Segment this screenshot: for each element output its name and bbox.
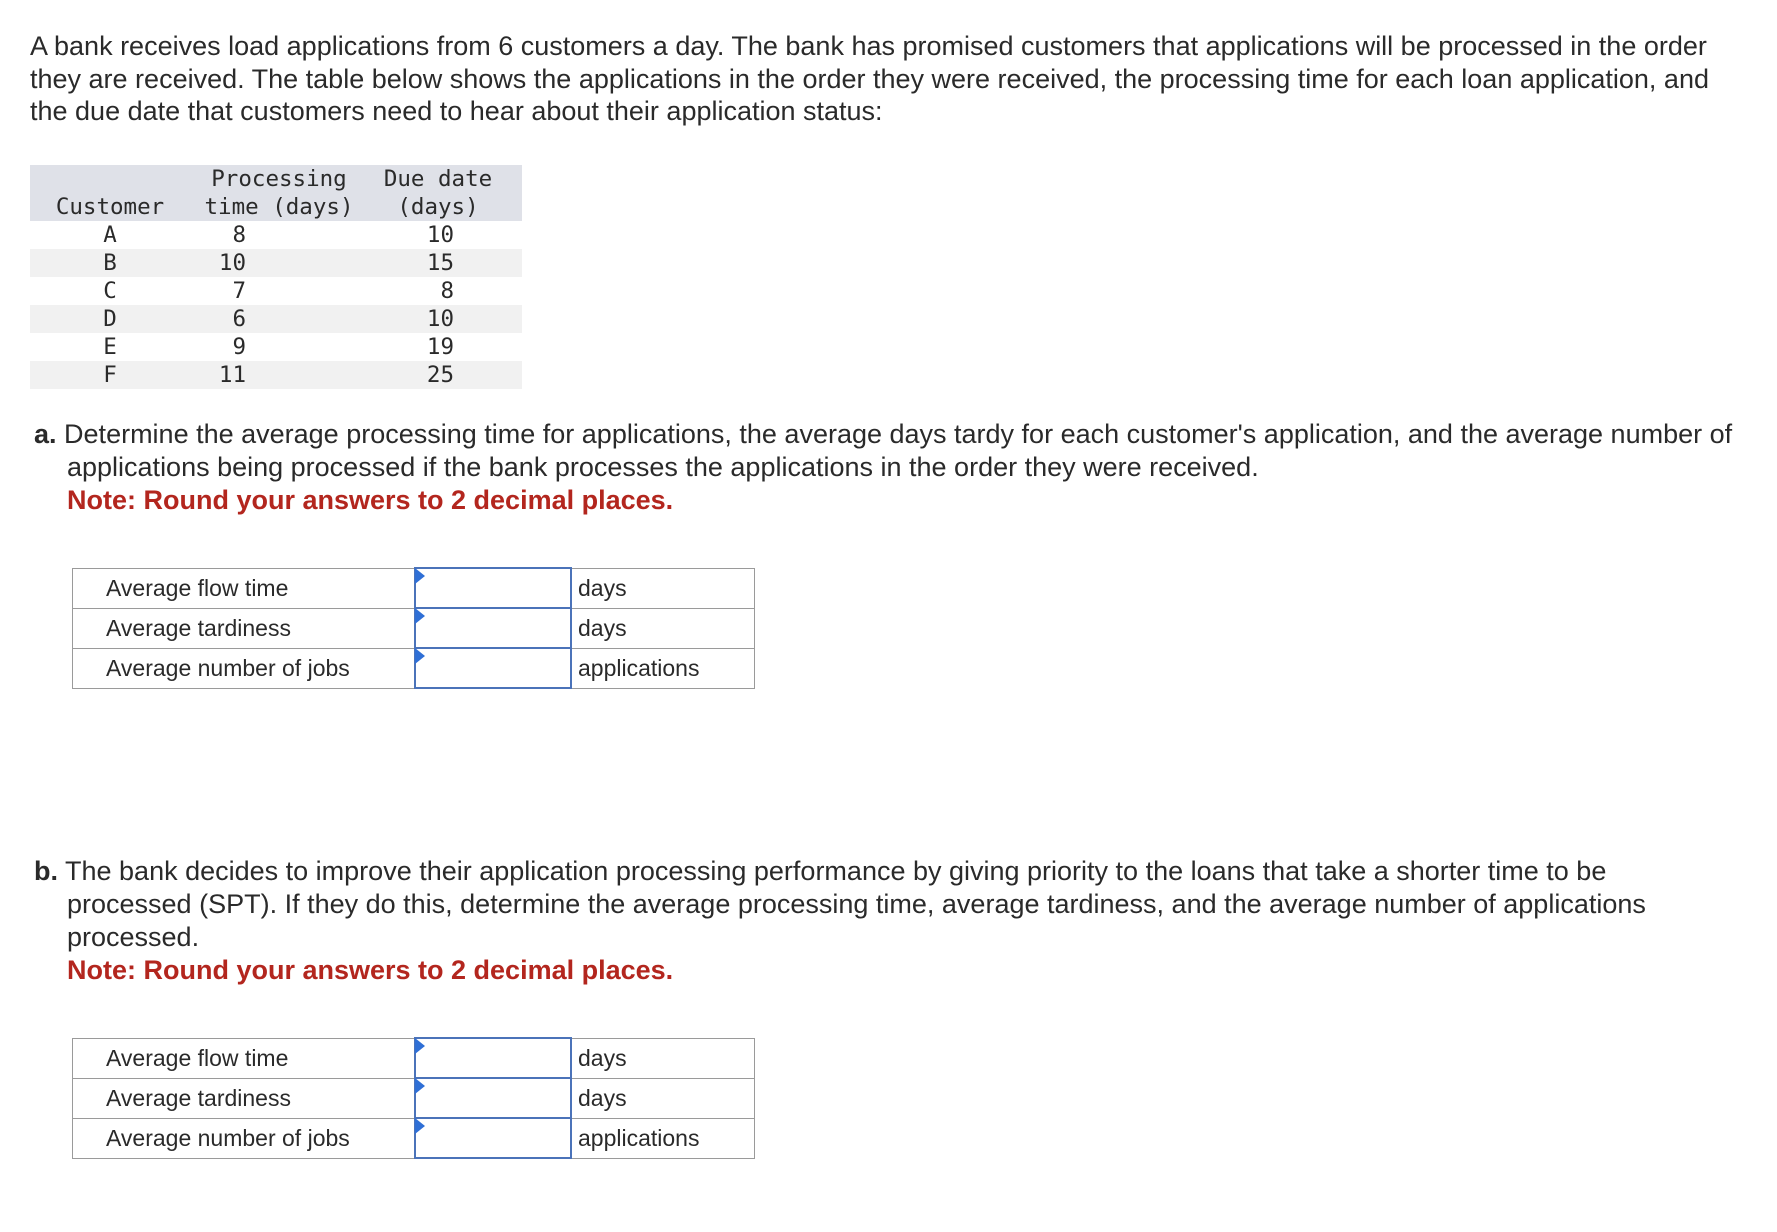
table-row — [30, 305, 522, 333]
answer-row-tardiness — [73, 1078, 755, 1118]
answer-unit: days — [571, 1078, 755, 1118]
answer-label: Average flow time — [73, 568, 416, 608]
part-a-answer-table — [72, 567, 755, 689]
answer-row-number-of-jobs — [73, 1118, 755, 1158]
loan-applications-table — [30, 165, 522, 389]
cell-processing: 10 — [190, 249, 354, 277]
answer-unit: days — [571, 608, 755, 648]
table-header-row — [30, 165, 522, 221]
part-b-answer-table — [72, 1037, 755, 1159]
header-due-line1: Due date — [383, 166, 493, 192]
input-marker-icon — [415, 648, 425, 664]
answer-label: Average tardiness — [73, 1078, 416, 1118]
cell-due: 15 — [354, 249, 522, 277]
cell-processing: 7 — [232, 278, 246, 304]
cell-due: 8 — [440, 278, 454, 304]
answer-unit: days — [571, 1038, 755, 1078]
part-b-note: Note: Round your answers to 2 decimal places. — [67, 955, 674, 985]
answer-unit: days — [571, 568, 755, 608]
answer-row-flow-time — [73, 568, 755, 608]
answer-row-number-of-jobs — [73, 648, 755, 688]
intro-paragraph: A bank receives load applications from 6 customers a day. The bank has promised customers that applications will be processed in the order they are received. The table below shows the applications in the order they were received, the processing time for each loan application, and the due date that customers need to hear about their application status: — [30, 31, 1709, 126]
flow-time-input[interactable] — [415, 1038, 571, 1078]
cell-processing: 11 — [190, 361, 354, 389]
part-a-text: Determine the average processing time for applications, the average days tardy for each customer's application, and the average number of applications being processed if the bank processes the applications in the order they were received. — [64, 419, 1733, 482]
part-a-note: Note: Round your answers to 2 decimal places. — [67, 485, 674, 515]
cell-customer: B — [30, 249, 190, 277]
cell-due: 10 — [354, 305, 522, 333]
table-row — [30, 277, 522, 305]
answer-row-flow-time — [73, 1038, 755, 1078]
answer-label: Average number of jobs — [73, 648, 416, 688]
number-of-jobs-input[interactable] — [415, 1118, 571, 1158]
answer-row-tardiness — [73, 608, 755, 648]
input-marker-icon — [415, 1078, 425, 1094]
cell-customer: F — [30, 361, 190, 389]
header-processing-line1: Processing — [211, 166, 347, 192]
part-a-label: a. — [34, 419, 57, 449]
cell-processing: 6 — [190, 305, 354, 333]
header-due-date — [354, 165, 522, 221]
header-processing-line2: time (days) — [204, 194, 354, 220]
answer-label: Average flow time — [73, 1038, 416, 1078]
input-marker-icon — [415, 568, 425, 584]
answer-label: Average tardiness — [73, 608, 416, 648]
part-b-label: b. — [34, 856, 58, 886]
cell-customer: E — [103, 334, 117, 360]
cell-due: 19 — [426, 334, 454, 360]
cell-customer: A — [103, 222, 117, 248]
answer-unit: applications — [571, 1118, 755, 1158]
table-row — [30, 249, 522, 277]
cell-processing: 8 — [232, 222, 246, 248]
table-row — [30, 361, 522, 389]
table-row — [30, 221, 522, 249]
part-a-question — [34, 418, 1734, 517]
input-marker-icon — [415, 1038, 425, 1054]
cell-processing: 9 — [232, 334, 246, 360]
table-row — [30, 333, 522, 361]
answer-unit: applications — [571, 648, 755, 688]
part-b-text: The bank decides to improve their application processing performance by giving priority to the loans that take a shorter time to be processed (SPT). If they do this, determine the average processing time, average tardiness, and the average number of applications processed. — [65, 856, 1646, 952]
cell-customer: C — [103, 278, 117, 304]
number-of-jobs-input[interactable] — [415, 648, 571, 688]
header-processing-time — [190, 165, 354, 221]
part-b-question — [34, 855, 1734, 987]
header-customer: Customer — [30, 165, 190, 221]
input-marker-icon — [415, 608, 425, 624]
input-marker-icon — [415, 1118, 425, 1134]
header-due-line2: (days) — [397, 194, 479, 220]
tardiness-input[interactable] — [415, 1078, 571, 1118]
answer-label: Average number of jobs — [73, 1118, 416, 1158]
cell-due: 10 — [426, 222, 454, 248]
cell-customer: D — [30, 305, 190, 333]
tardiness-input[interactable] — [415, 608, 571, 648]
cell-due: 25 — [354, 361, 522, 389]
flow-time-input[interactable] — [415, 568, 571, 608]
